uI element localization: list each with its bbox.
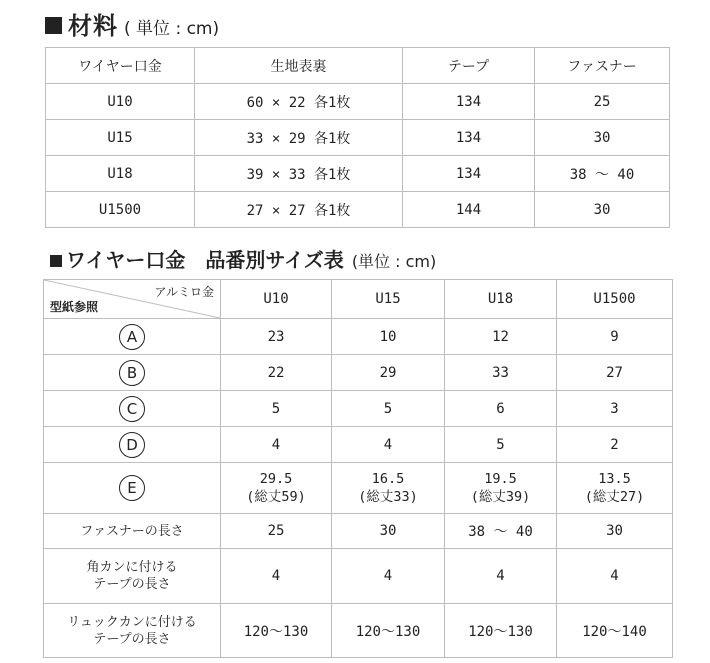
table-cell: 23 [221,319,332,355]
table-cell: 30 [332,514,445,549]
cell-line: (総丈27) [584,489,645,505]
table-cell: 4 [221,549,332,604]
table-cell: 9 [557,319,673,355]
materials-unit: ( 単位 : cm) [124,19,220,39]
table-cell [557,463,673,514]
table-row [46,156,670,192]
table-cell: 4 [557,549,673,604]
table-cell: 3 [557,391,673,427]
table-cell: 33 [445,355,557,391]
row-label [44,427,221,463]
header-cell: U18 [445,280,557,319]
table-cell: 5 [445,427,557,463]
header-cell: ファスナー [535,48,670,84]
table-cell: U18 [46,156,195,192]
table-cell: 120～140 [557,604,673,658]
header-cell: テープ [403,48,535,84]
table-cell: 5 [332,391,445,427]
table-row [46,192,670,228]
table-row [46,120,670,156]
sizes-heading [50,244,436,273]
table-cell: 30 [535,192,670,228]
materials-table [45,47,670,228]
materials-title: 材料 [68,12,118,40]
table-cell: 10 [332,319,445,355]
table-cell: 144 [403,192,535,228]
table-row [44,355,673,391]
cell-line: (総丈33) [358,489,418,505]
sizes-table [43,279,673,658]
label-line: 角カンに付ける [86,560,178,575]
table-cell: 29 [332,355,445,391]
cell-line: (総丈39) [470,489,531,505]
corner-header-cell [44,280,221,319]
table-row [44,319,673,355]
table-cell: 27 [557,355,673,391]
square-bullet-icon [50,255,62,267]
table-row [44,427,673,463]
table-row [46,84,670,120]
header-cell: ワイヤー口金 [46,48,195,84]
materials-heading [45,6,219,41]
table-cell: U1500 [46,192,195,228]
label-line: テープの長さ [93,577,171,592]
table-cell: 30 [535,120,670,156]
circled-letter: A [119,324,145,350]
sizes-title: ワイヤー口金 品番別サイズ表 [66,248,344,272]
table-cell: U15 [46,120,195,156]
label-line: リュックカンに付ける [67,614,197,630]
row-label [44,604,221,658]
row-label [44,319,221,355]
cell-line: 29.5 [259,471,293,487]
table-cell [445,463,557,514]
table-header-row [44,280,673,319]
table-cell: 27 × 27 各1枚 [195,192,403,228]
table-cell [332,463,445,514]
table-cell: 120～130 [221,604,332,658]
sizes-unit: (単位 : cm) [351,252,437,271]
table-cell: 38 ～ 40 [535,156,670,192]
table-cell: 12 [445,319,557,355]
table-row [44,463,673,514]
table-cell: 2 [557,427,673,463]
table-cell: 4 [445,549,557,604]
row-label: ファスナーの長さ [44,514,221,549]
table-cell: 30 [557,514,673,549]
header-cell: U1500 [557,280,673,319]
table-row [44,514,673,549]
table-cell: 134 [403,156,535,192]
table-cell: 22 [221,355,332,391]
header-cell: 生地表裏 [195,48,403,84]
corner-bottom-label: 型紙参照 [50,300,99,314]
circled-letter: D [119,432,145,458]
table-header-row [46,48,670,84]
corner-top-label: アルミロ金 [154,285,214,299]
table-cell: 134 [403,120,535,156]
table-row [44,549,673,604]
cell-line: 19.5 [484,471,517,487]
table-row [44,391,673,427]
row-label [44,355,221,391]
header-cell: U10 [221,280,332,319]
square-bullet-icon [45,17,62,34]
table-cell: 39 × 33 各1枚 [195,156,403,192]
table-cell: 134 [403,84,535,120]
circled-letter: B [119,360,145,386]
table-cell: 4 [332,549,445,604]
cell-line: 16.5 [371,471,405,487]
table-cell: 120～130 [445,604,557,658]
table-cell: 38 ～ 40 [445,514,557,549]
table-cell [221,463,332,514]
table-cell: 4 [221,427,332,463]
table-cell: 6 [445,391,557,427]
table-cell: 5 [221,391,332,427]
circled-letter: C [119,396,145,422]
table-cell: 33 × 29 各1枚 [195,120,403,156]
label-line: テープの長さ [93,631,171,647]
table-cell: 4 [332,427,445,463]
cell-line: 13.5 [598,471,631,487]
row-label [44,463,221,514]
header-cell: U15 [332,280,445,319]
table-cell: U10 [46,84,195,120]
table-cell: 60 × 22 各1枚 [195,84,403,120]
circled-letter: E [119,475,145,501]
table-row [44,604,673,658]
row-label [44,391,221,427]
cell-line: (総丈59) [246,489,306,505]
table-cell: 120～130 [332,604,445,658]
table-cell: 25 [221,514,332,549]
table-cell: 25 [535,84,670,120]
row-label [44,549,221,604]
